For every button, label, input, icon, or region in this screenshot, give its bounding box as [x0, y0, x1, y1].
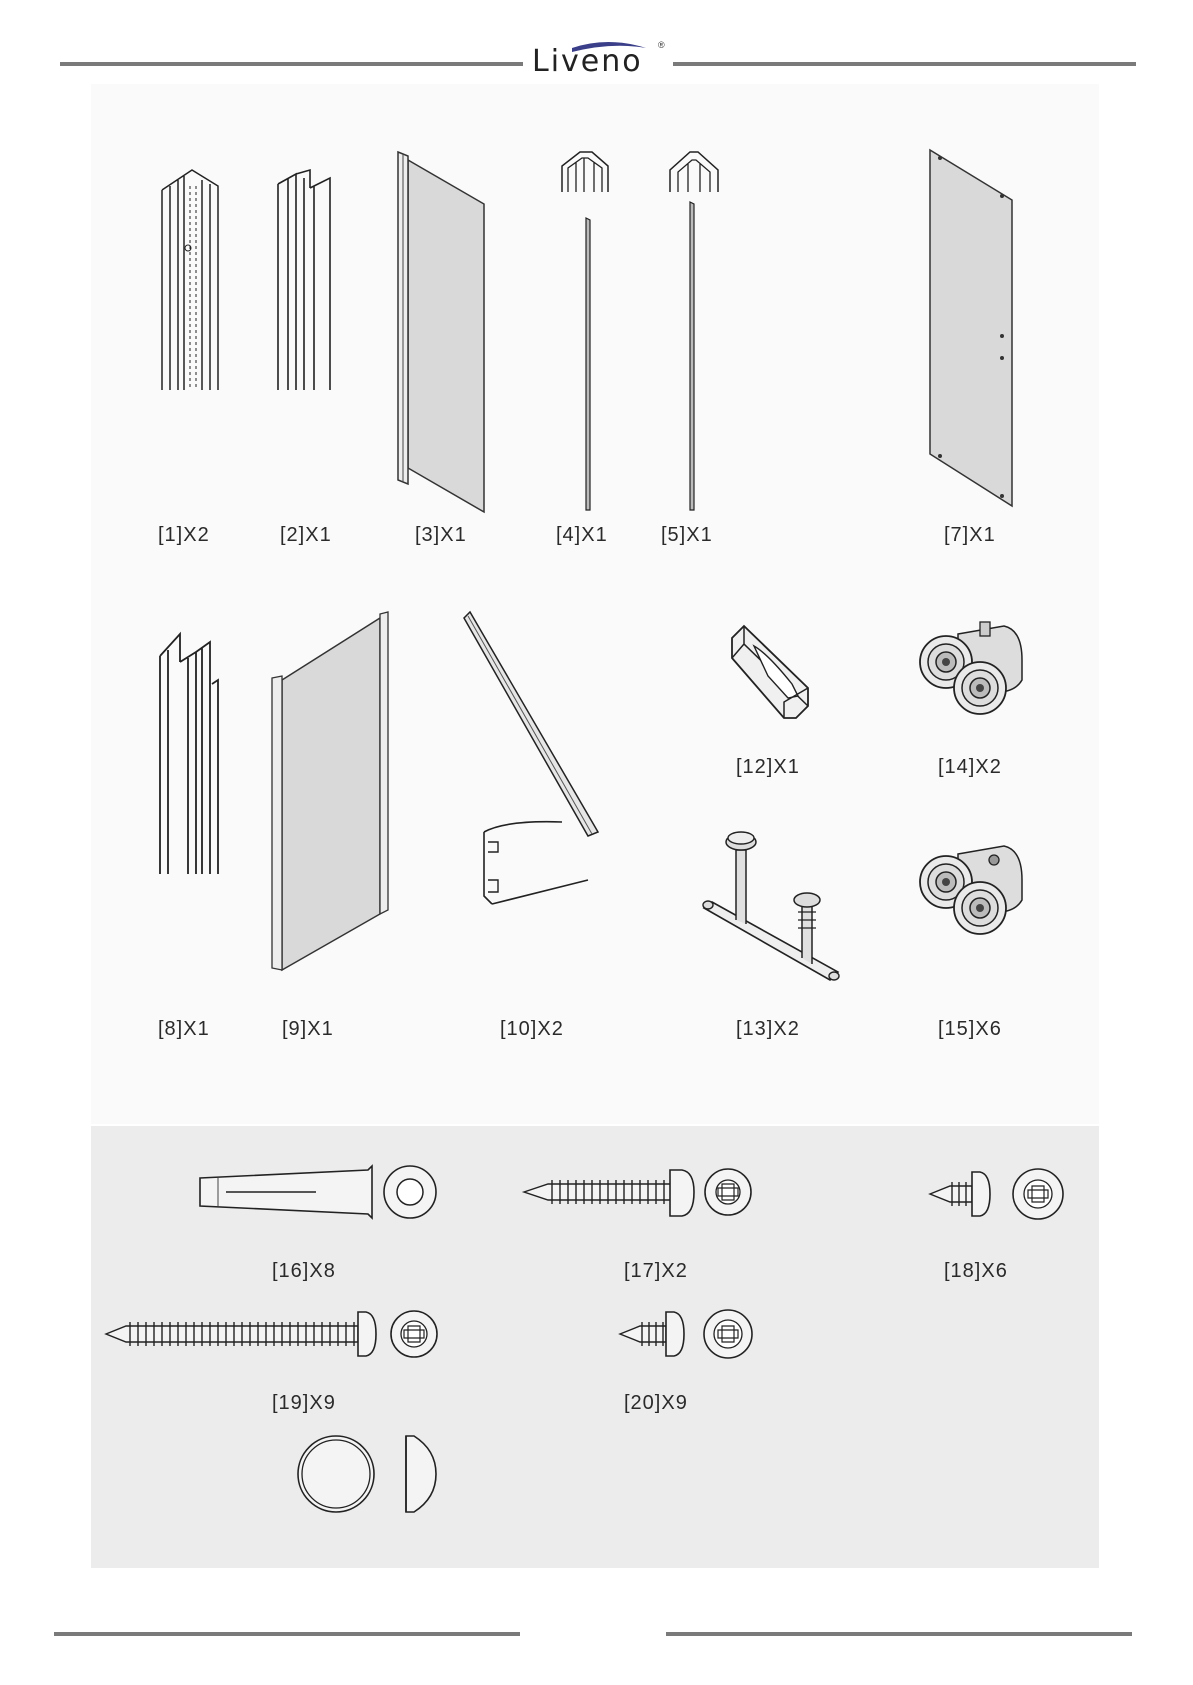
handle-icon [702, 816, 838, 980]
part-label: [15]X6 [938, 1018, 1002, 1040]
part-label: [18]X6 [944, 1260, 1008, 1282]
long-screw-icon [104, 1306, 438, 1362]
part-label: [13]X2 [736, 1018, 800, 1040]
door-glass-icon [268, 612, 390, 972]
short-screw-icon [618, 1306, 754, 1362]
wall-plug-icon [198, 1164, 438, 1220]
part-label: [10]X2 [500, 1018, 564, 1040]
glass-panel-icon [396, 150, 486, 516]
wall-profile-icon [158, 166, 222, 392]
roller-icon [918, 840, 1024, 936]
part-label: [16]X8 [272, 1260, 336, 1282]
header-rule-left [60, 62, 523, 66]
part-label: [5]X1 [661, 524, 713, 546]
part-label: [20]X9 [624, 1392, 688, 1414]
screw-icon [522, 1166, 754, 1220]
footer-rule-left [54, 1632, 520, 1636]
part-label: [7]X1 [944, 524, 996, 546]
part-label: [8]X1 [158, 1018, 210, 1040]
clip-icon [728, 624, 812, 720]
part-label: [2]X1 [280, 524, 332, 546]
part-label: [1]X2 [158, 524, 210, 546]
part-label: [19]X9 [272, 1392, 336, 1414]
screw-cap-icon [294, 1432, 444, 1516]
part-label: [4]X1 [556, 524, 608, 546]
roller-icon [918, 620, 1024, 716]
seal-strip-icon [560, 148, 610, 512]
part-label: [14]X2 [938, 756, 1002, 778]
short-screw-icon [928, 1166, 1064, 1222]
brand-name: Liveno [532, 44, 643, 79]
part-label: [3]X1 [415, 524, 467, 546]
seal-strip-icon [668, 148, 720, 512]
registered-mark: ® [658, 40, 665, 50]
part-label: [17]X2 [624, 1260, 688, 1282]
part-label: [9]X1 [282, 1018, 334, 1040]
footer-rule-right [666, 1632, 1132, 1636]
brand-logo [528, 38, 668, 82]
u-profile-icon [158, 632, 220, 876]
fixed-glass-icon [926, 148, 1014, 508]
channel-profile-icon [274, 168, 334, 392]
part-label: [12]X1 [736, 756, 800, 778]
rail-profile-icon [462, 610, 598, 904]
header-rule-right [673, 62, 1136, 66]
